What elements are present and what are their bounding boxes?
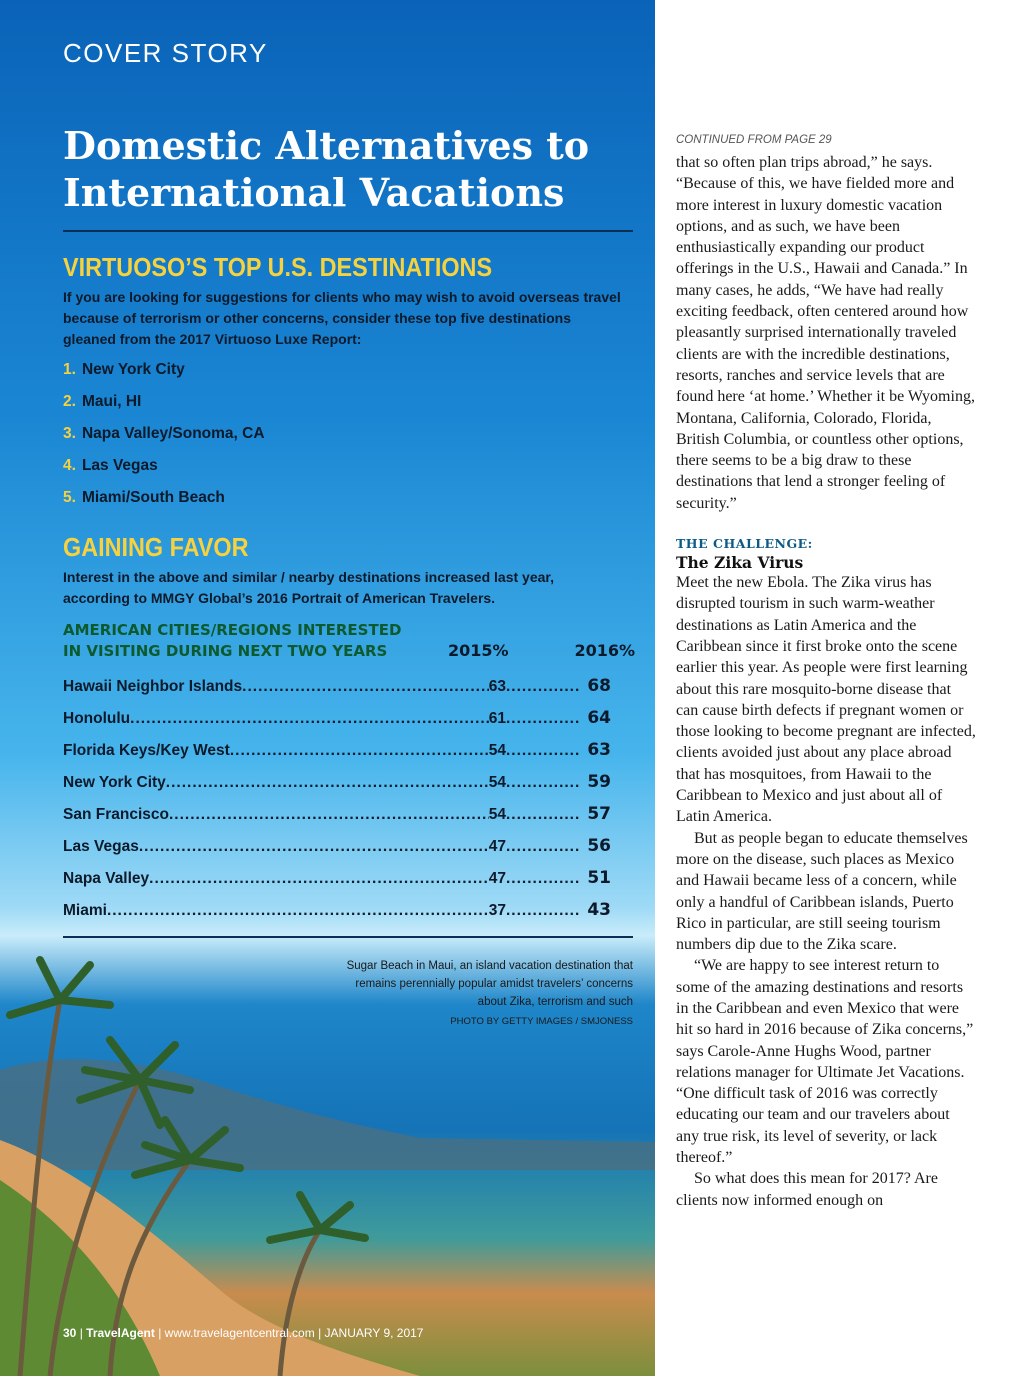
table-row: Hawaii Neighbor Islands ..... 63 ..... 68 (63, 674, 611, 696)
gaining-intro: Interest in the above and similar / nearby destinations increased last year, according to MMGY Global’s 2016 Portrait of American Travelers. (63, 569, 554, 606)
virtuoso-title: VIRTUOSO’S TOP U.S. DESTINATIONS (63, 252, 493, 282)
destination-item: 3. Napa Valley/Sonoma, CA (63, 425, 265, 442)
site-url: www.travelagentcentral.com (164, 1326, 315, 1340)
photo-credit: PHOTO BY GETTY IMAGES / SMJONESS (450, 1016, 633, 1027)
article-paragraph: Meet the new Ebola. The Zika virus has disrupted tourism in such warm-weather destinations as Latin America and the Caribbean since it first broke onto the scene earlier this year. As people were first learning about this rare mosquito-borne disease that can cause birth defects if pregnant women or those looking to become pregnant are infected, clients avoided just about any place abroad that has mosquitoes, from Hawaii to the Caribbean to Mexico and just about all of Latin America. (676, 574, 976, 826)
page-title: Domestic Alternatives to International Vacations (63, 123, 590, 215)
destination-item: 1. New York City (63, 361, 185, 378)
page-footer: 30 | TravelAgent | www.travelagentcentral.com | JANUARY 9, 2017 (63, 1326, 424, 1340)
destination-item: 4. Las Vegas (63, 457, 158, 474)
table-row: Miami ..... 37 ..... 43 (63, 898, 611, 920)
photo-caption: Sugar Beach in Maui, an island vacation destination that remains perennially popular amidst travelers’ concerns about Zika, terrorism and such (346, 960, 633, 1008)
page-number: 30 (63, 1326, 77, 1340)
table-row: San Francisco ..... 54 ..... 57 (63, 802, 611, 824)
table-row: Florida Keys/Key West ..... 54 ..... 63 (63, 738, 611, 760)
article-column (676, 134, 976, 1211)
virtuoso-intro: If you are looking for suggestions for clients who may wish to avoid overseas travel because of terrorism or other concerns, consider these top five destinations gleaned from the 2017 Virtuoso Luxe Report: (63, 289, 621, 347)
table-row: New York City ..... 54 ..... 59 (63, 770, 611, 792)
table-row: Napa Valley ..... 47 ..... 51 (63, 866, 611, 888)
gaining-title: GAINING FAVOR (63, 532, 249, 562)
table-row: Honolulu ..... 61 ..... 64 (63, 706, 611, 728)
article-subhead: The Zika Virus (676, 553, 804, 573)
divider (63, 230, 633, 232)
table-title: AMERICAN CITIES/REGIONS INTERESTED IN VISITING DURING NEXT TWO YEARS (63, 621, 402, 660)
destination-item: 2. Maui, HI (63, 393, 142, 410)
table-header (63, 620, 635, 662)
article-paragraph: “We are happy to see interest return to some of the amazing destinations and resorts in the Caribbean and even Mexico that were hit so hard in 2016 because of Zika concerns,” says Carole-Anne Hughs Wood, partner relations manager for Ultimate Jet Vacations. “One difficult task of 2016 was correctly educating our team and our travelers about any true risk, its level of severity, or lack thereof.” (676, 957, 974, 1167)
article-paragraph: But as people began to educate themselves more on the disease, such places as Mexico and Hawaii became less of a concern, while only a handful of Caribbean islands, Puerto Rico in particular, are still seeing tourism numbers dip due to the Zika scare. (676, 829, 968, 954)
column-2016: 2016% (574, 641, 635, 660)
article-paragraph: So what does this mean for 2017? Are clients now informed enough on (676, 1170, 938, 1209)
section-label: COVER STORY (63, 38, 268, 68)
brand-logo: TravelAgent (86, 1326, 155, 1340)
article-paragraph: that so often plan trips abroad,” he says. “Because of this, we have fielded more and more interest in luxury domestic vacation options, and as such, we have been enthusiastically expanding our product offerings in the U.S., Hawaii and Canada.” In many cases, he adds, “We have had really exciting feedback, often centered around how pleasantly surprised internationally traveled clients are with the incredible destinations, resorts, ranches and service levels that are found here ‘at home.’ Whether it be Wyoming, Montana, California, Colorado, Florida, British Columbia, or countless other options, there seems to be a big draw to these destinations that lend a stronger feeling of security.” (676, 154, 975, 512)
challenge-label: THE CHALLENGE: (676, 536, 813, 552)
destination-item: 5. Miami/South Beach (63, 489, 225, 506)
column-2015: 2015% (448, 641, 509, 660)
table-row: Las Vegas ..... 47 ..... 56 (63, 834, 611, 856)
issue-date: JANUARY 9, 2017 (324, 1326, 424, 1340)
continued-label: CONTINUED FROM PAGE 29 (676, 134, 832, 146)
